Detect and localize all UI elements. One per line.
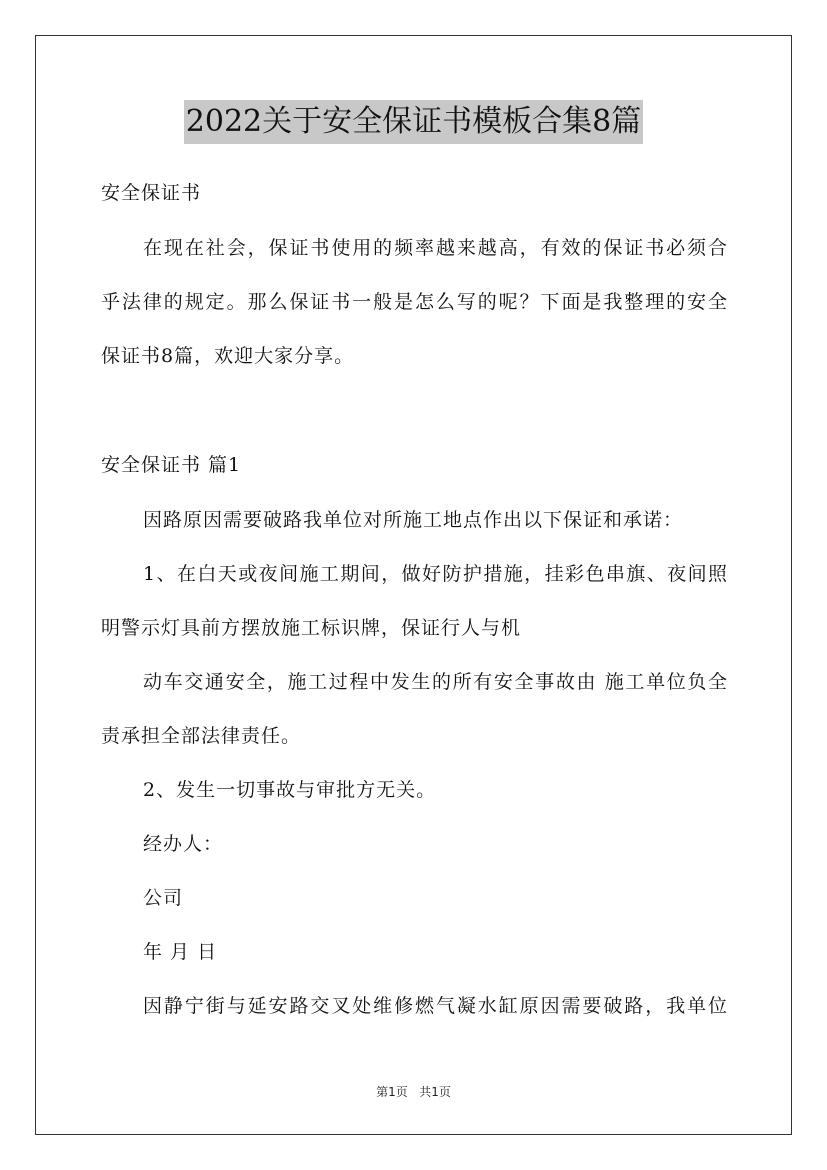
intro-line-2: 乎法律的规定。那么保证书一般是怎么写的呢？下面是我整理的安全: [101, 291, 727, 313]
intro-line-3: 保证书8篇，欢迎大家分享。: [101, 345, 355, 367]
paragraph-1: 因路原因需要破路我单位对所施工地点作出以下保证和承诺：: [143, 509, 684, 531]
paragraph-4: 2、发生一切事故与审批方无关。: [143, 779, 437, 801]
paragraph-8: 因静宁街与延安路交叉处维修燃气凝水缸原因需要破路，我单位: [143, 995, 727, 1017]
title-area: [0, 100, 827, 144]
paragraph-3-line-2: 责承担全部法律责任。: [101, 725, 302, 747]
company-label: 公司: [143, 887, 184, 909]
paragraph-2-line-1: 1、在白天或夜间施工期间，做好防护措施，挂彩色串旗、夜间照: [143, 563, 727, 585]
date-label: 年 月 日: [143, 941, 218, 963]
document-title: 2022关于安全保证书模板合集8篇: [184, 100, 643, 144]
paragraph-3-line-1: 动车交通安全，施工过程中发生的所有安全事故由 施工单位负全: [143, 671, 727, 693]
page-footer: [0, 1084, 827, 1100]
paragraph-2-line-2: 明警示灯具前方摆放施工标识牌，保证行人与机: [101, 617, 522, 639]
page-number: 第1页: [376, 1085, 408, 1099]
part1-heading: 安全保证书 篇1: [101, 454, 242, 476]
section-heading: 安全保证书: [101, 182, 202, 204]
page-total: 共1页: [419, 1085, 451, 1099]
intro-line-1: 在现在社会，保证书使用的频率越来越高，有效的保证书必须合: [143, 237, 727, 259]
handler-label: 经办人：: [143, 833, 224, 855]
